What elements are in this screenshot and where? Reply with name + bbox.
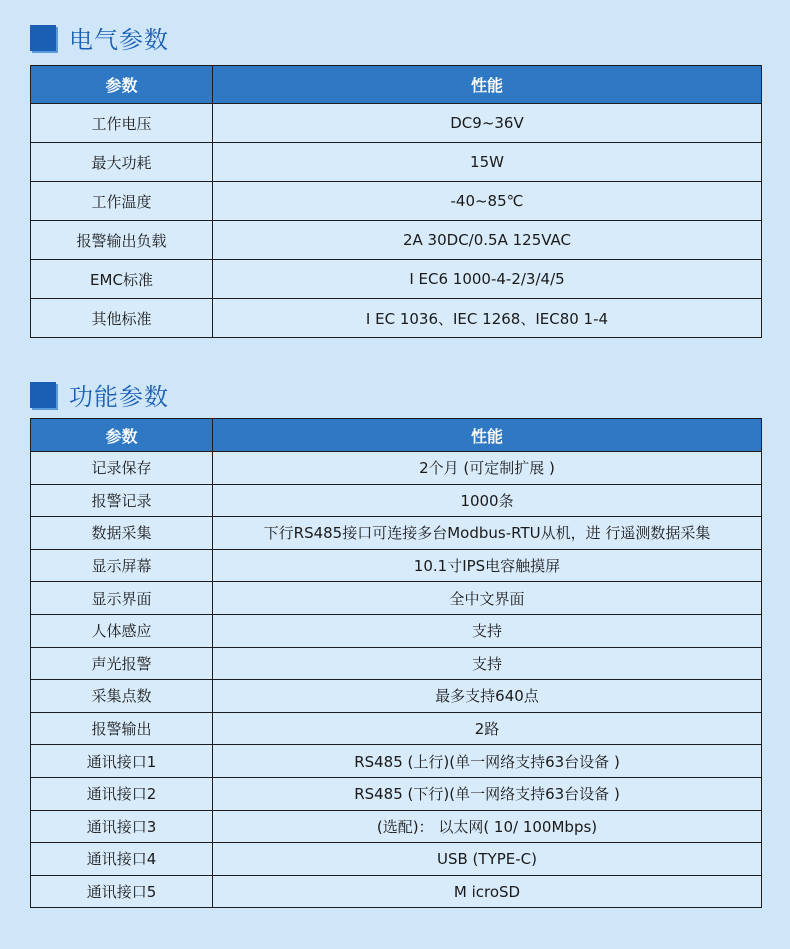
param-value-cell: 15W	[213, 143, 762, 182]
table-header-row	[31, 66, 762, 104]
table-header-row	[31, 419, 762, 452]
table-row	[31, 810, 762, 843]
table-row	[31, 582, 762, 615]
param-name-cell: 报警输出负载	[31, 221, 213, 260]
param-name-cell: 报警记录	[31, 484, 213, 517]
table-row	[31, 647, 762, 680]
electrical-params-table	[30, 65, 762, 338]
param-value-cell: 支持	[213, 614, 762, 647]
param-name-cell: 通讯接口4	[31, 843, 213, 876]
table-row	[31, 260, 762, 299]
param-value-cell: 1000条	[213, 484, 762, 517]
table-row	[31, 680, 762, 713]
column-header-param: 参数	[31, 66, 213, 104]
function-section-heading	[30, 377, 169, 412]
param-value-cell: 全中文界面	[213, 582, 762, 615]
param-value-cell: USB (TYPE-C)	[213, 843, 762, 876]
param-name-cell: 通讯接口5	[31, 875, 213, 908]
table-row	[31, 777, 762, 810]
param-value-cell: M icroSD	[213, 875, 762, 908]
table-row	[31, 452, 762, 485]
table-row	[31, 182, 762, 221]
electrical-section-title: 电气参数	[69, 26, 169, 54]
param-value-cell: 2A 30DC/0.5A 125VAC	[213, 221, 762, 260]
param-value-cell: 10.1寸IPS电容触摸屏	[213, 549, 762, 582]
table-row	[31, 299, 762, 338]
function-section-title: 功能参数	[69, 383, 169, 411]
column-header-performance: 性能	[213, 66, 762, 104]
table-row	[31, 221, 762, 260]
param-name-cell: 通讯接口2	[31, 777, 213, 810]
param-value-cell: 下行RS485接口可连接多台Modbus-RTU从机，进 行遥测数据采集	[213, 517, 762, 550]
param-value-cell: I EC 1036、IEC 1268、IEC80 1-4	[213, 299, 762, 338]
square-bullet-icon	[30, 382, 56, 408]
param-value-cell: DC9~36V	[213, 104, 762, 143]
param-name-cell: 通讯接口1	[31, 745, 213, 778]
param-value-cell: 最多支持640点	[213, 680, 762, 713]
param-name-cell: 通讯接口3	[31, 810, 213, 843]
square-bullet-icon	[30, 25, 56, 51]
param-value-cell: RS485 (上行)(单一网络支持63台设备 )	[213, 745, 762, 778]
param-name-cell: 显示界面	[31, 582, 213, 615]
table-row	[31, 517, 762, 550]
param-name-cell: 采集点数	[31, 680, 213, 713]
param-value-cell: 2路	[213, 712, 762, 745]
param-name-cell: EMC标准	[31, 260, 213, 299]
param-name-cell: 声光报警	[31, 647, 213, 680]
table-row	[31, 143, 762, 182]
column-header-param: 参数	[31, 419, 213, 452]
param-name-cell: 人体感应	[31, 614, 213, 647]
param-name-cell: 工作电压	[31, 104, 213, 143]
table-row	[31, 549, 762, 582]
param-name-cell: 显示屏幕	[31, 549, 213, 582]
param-value-cell: 支持	[213, 647, 762, 680]
param-value-cell: (选配)： 以太网( 10/ 100Mbps)	[213, 810, 762, 843]
electrical-section-heading	[30, 20, 169, 55]
table-row	[31, 875, 762, 908]
table-row	[31, 104, 762, 143]
param-name-cell: 报警输出	[31, 712, 213, 745]
param-name-cell: 其他标准	[31, 299, 213, 338]
param-value-cell: -40~85℃	[213, 182, 762, 221]
param-value-cell: 2个月 (可定制扩展 )	[213, 452, 762, 485]
table-row	[31, 484, 762, 517]
table-row	[31, 745, 762, 778]
column-header-performance: 性能	[213, 419, 762, 452]
function-params-table	[30, 418, 762, 908]
table-row	[31, 843, 762, 876]
param-name-cell: 记录保存	[31, 452, 213, 485]
param-name-cell: 数据采集	[31, 517, 213, 550]
table-row	[31, 614, 762, 647]
table-row	[31, 712, 762, 745]
param-name-cell: 工作温度	[31, 182, 213, 221]
param-value-cell: RS485 (下行)(单一网络支持63台设备 )	[213, 777, 762, 810]
param-value-cell: I EC6 1000-4-2/3/4/5	[213, 260, 762, 299]
param-name-cell: 最大功耗	[31, 143, 213, 182]
